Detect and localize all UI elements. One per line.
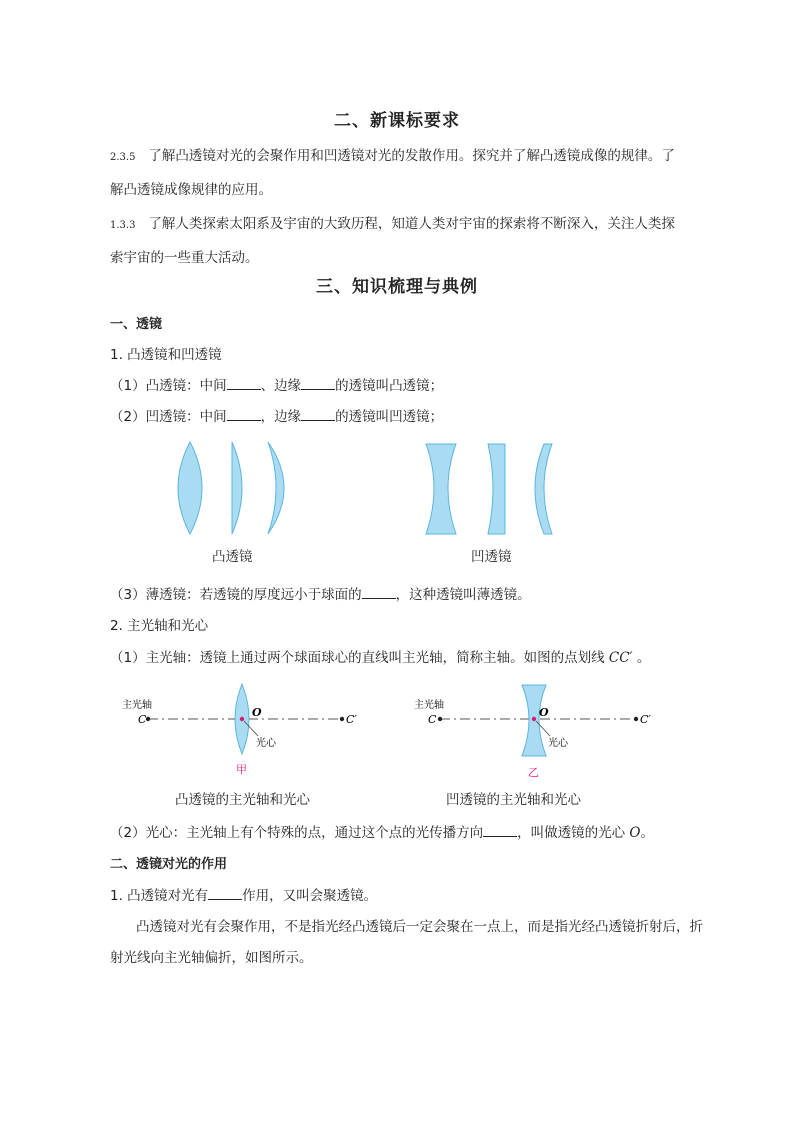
- fig-tag-left: 甲: [236, 763, 247, 776]
- part-2-title: 二、透镜对光的作用: [110, 857, 228, 872]
- blank: [227, 377, 261, 390]
- standard-1-code: 2.3.5: [110, 152, 136, 163]
- biconvex-lens: [178, 442, 202, 534]
- concave-definition: [110, 405, 443, 425]
- convex-caption: 凸透镜: [212, 549, 253, 565]
- standard-1-line-1: [110, 144, 675, 164]
- item-3-a: 1. 凸透镜对光有: [110, 888, 209, 904]
- convex-axis-caption: 凸透镜的主光轴和光心: [175, 792, 310, 808]
- explanation-line-1: 凸透镜对光有会聚作用，不是指光经凸透镜后一定会聚在一点上，而是指光经凸透镜折射后，折: [136, 919, 703, 935]
- item-3-b: 作用，又叫会聚透镜。: [242, 888, 378, 904]
- blank: [227, 408, 261, 421]
- blank: [483, 824, 517, 837]
- convex-definition: [110, 374, 443, 394]
- biconcave-lens: [426, 444, 456, 534]
- standard-1-text-a: 了解凸透镜对光的会聚作用和凹透镜对光的发散作用。探究并了解凸透镜成像的规律。了: [148, 148, 675, 164]
- concave-definition-c: 的透镜叫凹透镜；: [335, 409, 444, 425]
- concave-definition-a: （2）凹透镜：中间: [110, 409, 227, 425]
- principal-axis-end: 。: [632, 650, 651, 666]
- item-1-title: 1. 凸透镜和凹透镜: [110, 347, 222, 363]
- axis-label: 主光轴: [122, 700, 152, 711]
- standard-2-text-a: 了解人类探索太阳系及宇宙的大致历程，知道人类对宇宙的探索将不断深入，关注人类探: [148, 216, 675, 232]
- c-label: C: [428, 713, 437, 726]
- optical-center-end: 。: [640, 825, 654, 841]
- plano-convex-lens: [232, 442, 242, 534]
- c-label: C: [138, 713, 147, 726]
- convex-axis-figure: [118, 680, 358, 780]
- standard-2-line-2: 索宇宙的一些重大活动。: [110, 250, 259, 266]
- principal-axis-definition: [110, 646, 650, 666]
- blank: [301, 377, 335, 390]
- section-title-knowledge: 三、知识梳理与典例: [316, 277, 478, 297]
- optical-center-label: 光心: [548, 738, 568, 749]
- thin-lens-definition: [110, 583, 531, 603]
- part-1-title: 一、透镜: [110, 317, 163, 332]
- plano-concave-lens: [488, 444, 505, 534]
- convex-meniscus-lens: [268, 442, 284, 534]
- standard-2-line-1: [110, 212, 675, 232]
- concave-meniscus-lens: [535, 444, 552, 534]
- principal-axis-text: （1）主光轴：透镜上通过两个球面球心的直线叫主光轴，简称主轴。如图的点划线: [110, 650, 609, 666]
- axis-label: 主光轴: [414, 700, 444, 711]
- thin-lens-a: （3）薄透镜：若透镜的厚度远小于球面的: [110, 587, 362, 603]
- concave-axis-figure: [410, 680, 660, 780]
- concave-axis-caption: 凹透镜的主光轴和光心: [446, 792, 581, 808]
- standard-2-code: 1.3.3: [110, 220, 136, 231]
- blank: [208, 887, 242, 900]
- convex-definition-a: （1）凸透镜：中间: [110, 378, 227, 394]
- o-label: O: [539, 706, 549, 719]
- convex-definition-b: 、边缘: [260, 378, 302, 394]
- c-prime-label: C′: [346, 713, 357, 726]
- standard-1-line-2: 解凸透镜成像规律的应用。: [110, 182, 272, 198]
- blank: [362, 586, 396, 599]
- section-title-standards: 二、新课标要求: [334, 111, 460, 131]
- concave-definition-b: ，边缘: [260, 409, 302, 425]
- convex-definition-c: 的透镜叫凸透镜；: [335, 378, 444, 394]
- optical-center-label: 光心: [256, 738, 276, 749]
- o-label: O: [252, 706, 262, 719]
- item-2-title: 2. 主光轴和光心: [110, 618, 209, 634]
- thin-lens-b: ，这种透镜叫薄透镜。: [395, 587, 531, 603]
- optical-center-definition: [110, 821, 654, 841]
- explanation-line-2: 射光线向主光轴偏折，如图所示。: [110, 950, 313, 966]
- optical-center-a: （2）光心：主光轴上有个特殊的点，通过这个点的光传播方向: [110, 825, 484, 841]
- blank: [301, 408, 335, 421]
- optical-center-b: ，叫做透镜的光心: [517, 825, 630, 841]
- c-prime-label: C′: [640, 713, 651, 726]
- optical-center-symbol: O: [629, 825, 641, 841]
- concave-caption: 凹透镜: [471, 549, 512, 565]
- lens-shapes-figure: [160, 438, 580, 538]
- item-3: [110, 884, 377, 904]
- axis-symbol: CC′: [608, 650, 633, 666]
- fig-tag-right: 乙: [528, 766, 539, 779]
